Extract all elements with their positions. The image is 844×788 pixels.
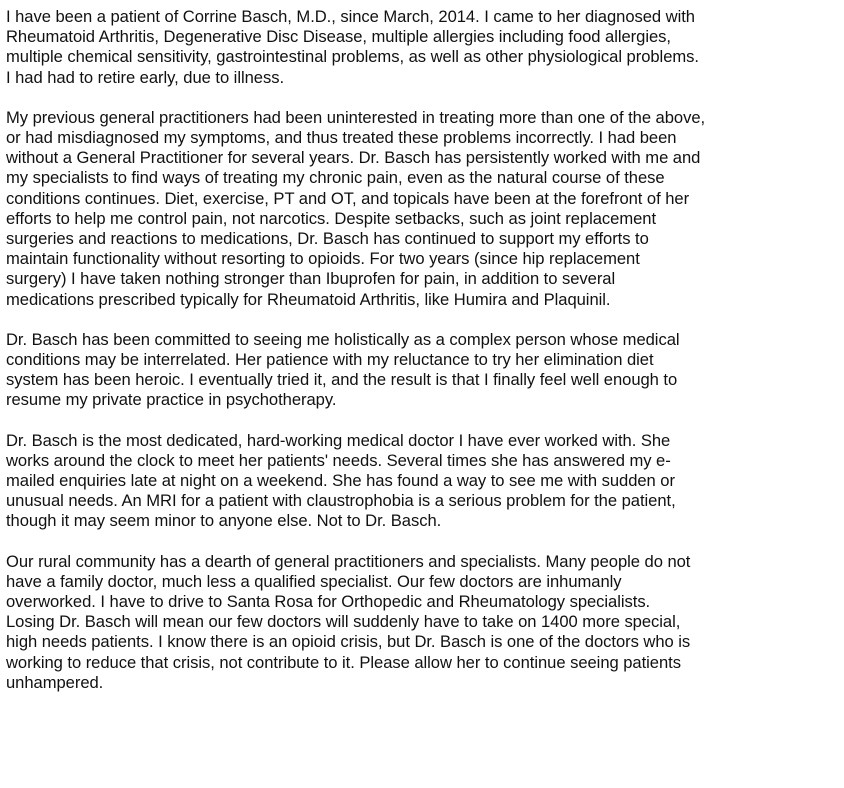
text-line: surgery) I have taken nothing stronger than Ibuprofen for pain, in addition to several (6, 269, 616, 289)
text-line: medications prescribed typically for Rheumatoid Arthritis, like Humira and Plaquinil. (6, 289, 611, 309)
text-line: though it may seem minor to anyone else. Not to Dr. Basch. (6, 511, 442, 531)
text-line: overworked. I have to drive to Santa Rosa for Orthopedic and Rheumatology specialists. (6, 592, 651, 612)
paragraph-treatment-history (6, 108, 842, 310)
text-line: unusual needs. An MRI for a patient with claustrophobia is a serious problem for the patient, (6, 491, 676, 511)
text-line: conditions continues. Diet, exercise, PT and OT, and topicals have been at the forefront of her (6, 188, 690, 208)
text-line: efforts to help me control pain, not narcotics. Despite setbacks, such as joint replacement (6, 208, 657, 228)
paragraph-holistic-care (6, 330, 842, 411)
text-line: I had had to retire early, due to illness. (6, 67, 285, 87)
paragraph-dedication (6, 431, 842, 532)
text-line: have a family doctor, much less a qualified specialist. Our few doctors are inhumanly (6, 571, 622, 591)
text-line: without a General Practitioner for several years. Dr. Basch has persistently worked with me and (6, 148, 701, 168)
text-line: multiple chemical sensitivity, gastrointestinal problems, as well as other physiological problems. (6, 47, 699, 67)
text-line: high needs patients. I know there is an opioid crisis, but Dr. Basch is one of the doctors who is (6, 632, 691, 652)
text-line: unhampered. (6, 672, 104, 692)
text-line: Dr. Basch is the most dedicated, hard-working medical doctor I have ever worked with. She (6, 430, 671, 450)
text-line: I have been a patient of Corrine Basch, M.D., since March, 2014. I came to her diagnosed with (6, 7, 695, 26)
paragraph-introduction (6, 7, 842, 88)
text-line: resume my private practice in psychotherapy. (6, 390, 337, 410)
text-line: Our rural community has a dearth of general practitioners and specialists. Many people do not (6, 551, 691, 571)
text-line: mailed enquiries late at night on a weekend. She has found a way to see me with sudden or (6, 471, 675, 491)
text-line: My previous general practitioners had been uninterested in treating more than one of the above, (6, 107, 706, 127)
text-line: working to reduce that crisis, not contribute to it. Please allow her to continue seeing patients (6, 652, 681, 672)
text-line: maintain functionality without resorting to opioids. For two years (since hip replacement (6, 249, 640, 269)
text-line: my specialists to find ways of treating my chronic pain, even as the natural course of these (6, 168, 665, 188)
text-line: Rheumatoid Arthritis, Degenerative Disc Disease, multiple allergies including food allergies, (6, 27, 671, 47)
text-line: system has been heroic. I eventually tried it, and the result is that I finally feel well enough to (6, 370, 678, 390)
text-line: Dr. Basch has been committed to seeing me holistically as a complex person whose medical (6, 329, 680, 349)
text-line: surgeries and reactions to medications, Dr. Basch has continued to support my efforts to (6, 229, 649, 249)
letter-body (6, 7, 842, 713)
paragraph-community-need (6, 552, 842, 693)
text-line: conditions may be interrelated. Her patience with my reluctance to try her elimination diet (6, 350, 654, 370)
text-line: or had misdiagnosed my symptoms, and thus treated these problems incorrectly. I had been (6, 128, 677, 148)
text-line: works around the clock to meet her patients' needs. Several times she has answered my e- (6, 450, 671, 470)
text-line: Losing Dr. Basch will mean our few doctors will suddenly have to take on 1400 more special, (6, 612, 681, 632)
